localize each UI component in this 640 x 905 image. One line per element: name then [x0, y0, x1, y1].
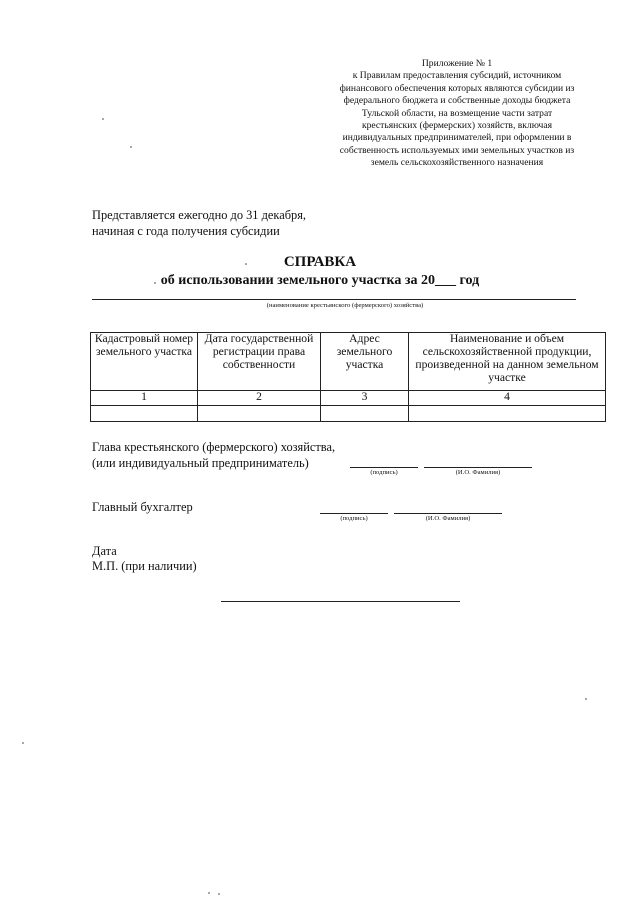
scan-speck	[154, 282, 156, 284]
column-number: 4	[409, 391, 606, 406]
column-number: 3	[321, 391, 409, 406]
head-name-caption: (И.О. Фамилия)	[455, 469, 501, 476]
notice-line: начиная с года получения субсидии	[92, 223, 280, 238]
head-name-line	[424, 467, 532, 468]
farm-name-caption: (наименование крестьянского (фермерского) хозяйства)	[266, 302, 424, 309]
accountant-signature-caption: (подпись)	[340, 515, 368, 522]
submission-notice	[92, 208, 306, 239]
head-signature-caption: (подпись)	[370, 469, 398, 476]
scan-speck	[208, 892, 210, 894]
scan-speck	[218, 893, 220, 895]
land-use-table	[90, 332, 606, 422]
header-production: Наименование и объем сельскохозяйственной продукции, произведенной на данном земельном участке	[409, 333, 606, 391]
scan-speck	[22, 742, 24, 744]
appendix-line: федерального бюджета и собственные доходы бюджета	[343, 95, 571, 107]
column-number: 2	[198, 391, 321, 406]
appendix-line: крестьянских (фермерских) хозяйств, включая	[361, 120, 553, 132]
head-of-farm-label	[92, 440, 335, 471]
appendix-line: финансового обеспечения которых являются субсидии из	[339, 82, 575, 94]
table-row	[91, 406, 606, 422]
chief-accountant-label: Главный бухгалтер	[92, 500, 193, 514]
appendix-line: к Правилам предоставления субсидий, источником	[352, 70, 562, 82]
table-cell	[409, 406, 606, 422]
accountant-name-caption: (И.О. Фамилия)	[425, 515, 471, 522]
scan-speck	[102, 118, 104, 120]
head-label-line: (или индивидуальный предприниматель)	[92, 455, 309, 470]
appendix-line: собственность используемых ими земельных участков из	[339, 144, 575, 156]
header-cadastral-number: Кадастровый номер земельного участка	[91, 333, 198, 391]
head-signature-line	[350, 467, 418, 468]
bottom-separator-line	[221, 601, 460, 602]
scan-speck	[245, 263, 247, 265]
header-address: Адрес земельного участка	[321, 333, 409, 391]
appendix-block	[318, 58, 596, 170]
farm-name-line	[92, 299, 576, 300]
head-label-line: Глава крестьянского (фермерского) хозяйства,	[92, 440, 336, 454]
appendix-line: Приложение № 1	[421, 58, 493, 69]
accountant-name-line	[394, 513, 502, 514]
appendix-line: индивидуальных предпринимателей, при оформлении в	[342, 132, 572, 144]
appendix-line: земель сельскохозяйственного назначения	[370, 157, 544, 169]
notice-line: Представляется ежегодно до 31 декабря,	[92, 208, 307, 222]
table-cell	[321, 406, 409, 422]
table-header-row	[91, 333, 606, 391]
table-cell	[198, 406, 321, 422]
document-subtitle: об использовании земельного участка за 20___ год	[160, 273, 480, 288]
appendix-line: Тульской области, на возмещение части затрат	[361, 107, 553, 119]
table-number-row	[91, 391, 606, 406]
stamp-label: М.П. (при наличии)	[92, 559, 197, 573]
scan-speck	[585, 698, 587, 700]
date-label: Дата	[92, 544, 117, 558]
scan-speck	[130, 146, 132, 148]
document-title: СПРАВКА	[283, 254, 357, 270]
table-cell	[91, 406, 198, 422]
accountant-signature-line	[320, 513, 388, 514]
header-registration-date: Дата государственной регистрации права собственности	[198, 333, 321, 391]
column-number: 1	[91, 391, 198, 406]
